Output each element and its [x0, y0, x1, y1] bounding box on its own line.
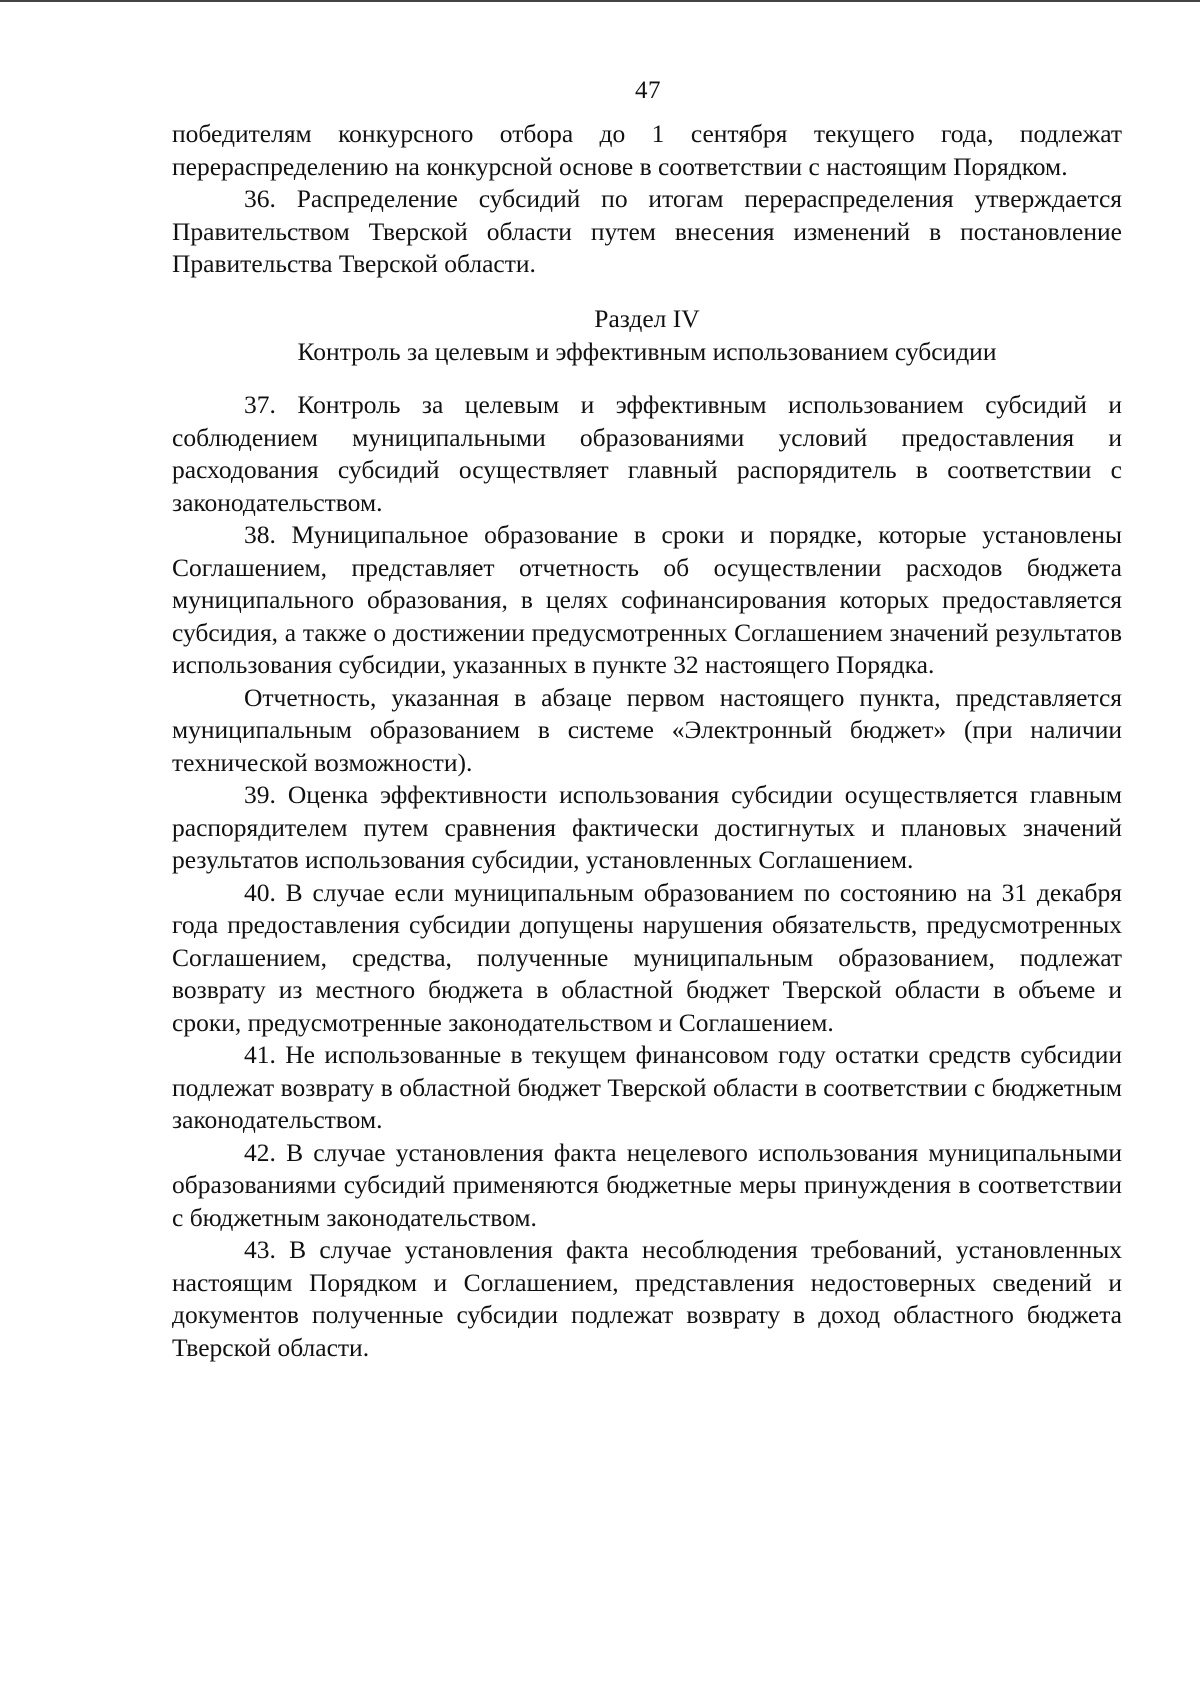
paragraph-38: 38. Муниципальное образование в сроки и порядке, которые установлены Соглашением, представляет отчетность об осуществлении расходов бюджета муниципального образования, в целях софинансирования которых предоставляется субсидия, а также о достижении предусмотренных Соглашением значений результатов использования субсидии, указанных в пункте 32 настоящего Порядка. [172, 520, 1122, 679]
section-heading: Раздел IV [594, 303, 700, 333]
spacer [172, 368, 1122, 389]
page-number: 47 [635, 77, 661, 104]
paragraph-43: 43. В случае установления факта несоблюдения требований, установленных настоящим Порядком и Соглашением, представления недостоверных сведений и документов полученные субсидии подлежат возврату в доход областного бюджета Тверской области. [172, 1235, 1122, 1362]
paragraph-36: 36. Распределение субсидий по итогам перераспределения утверждается Правительством Тверской области путем внесения изменений в постановление Правительства Тверской области. [172, 184, 1122, 278]
paragraph-41: 41. Не использованные в текущем финансовом году остатки средств субсидии подлежат возврату в областной бюджет Тверской области в соответствии с бюджетным законодательством. [172, 1040, 1122, 1134]
scan-edge-line [0, 0, 1200, 2]
paragraph-continuation: победителям конкурсного отбора до 1 сентября текущего года, подлежат перераспределению на конкурсной основе в соответствии с настоящим Порядком. [172, 119, 1122, 181]
paragraph-38-report: Отчетность, указанная в абзаце первом настоящего пункта, представляется муниципальным образованием в системе «Электронный бюджет» (при наличии технической возможности). [172, 682, 1122, 777]
spacer [172, 281, 1122, 303]
paragraph-37: 37. Контроль за целевым и эффективным использованием субсидий и соблюдением муниципальными образованиями условий предоставления и расходования субсидий осуществляет главный распорядитель в соответствии с законодательством. [172, 390, 1122, 517]
paragraph-42: 42. В случае установления факта нецелевого использования муниципальными образованиями субсидий применяются бюджетные меры принуждения в соответствии с бюджетным законодательством. [172, 1137, 1122, 1232]
paragraph-40: 40. В случае если муниципальным образованием по состоянию на 31 декабря года предоставления субсидии допущены нарушения обязательств, предусмотренных Соглашением, средства, полученные муниципальным образованием, подлежат возврату из местного бюджета в областной бюджет Тверской области в объеме и сроки, предусмотренные законодательством и Соглашением. [172, 877, 1122, 1037]
paragraph-39: 39. Оценка эффективности использования субсидии осуществляется главным распорядителем путем сравнения фактически достигнутых и плановых значений результатов использования субсидии, установленных Соглашением. [172, 780, 1122, 874]
document-body [172, 118, 1122, 1364]
section-title: Контроль за целевым и эффективным использованием субсидии [297, 337, 997, 366]
